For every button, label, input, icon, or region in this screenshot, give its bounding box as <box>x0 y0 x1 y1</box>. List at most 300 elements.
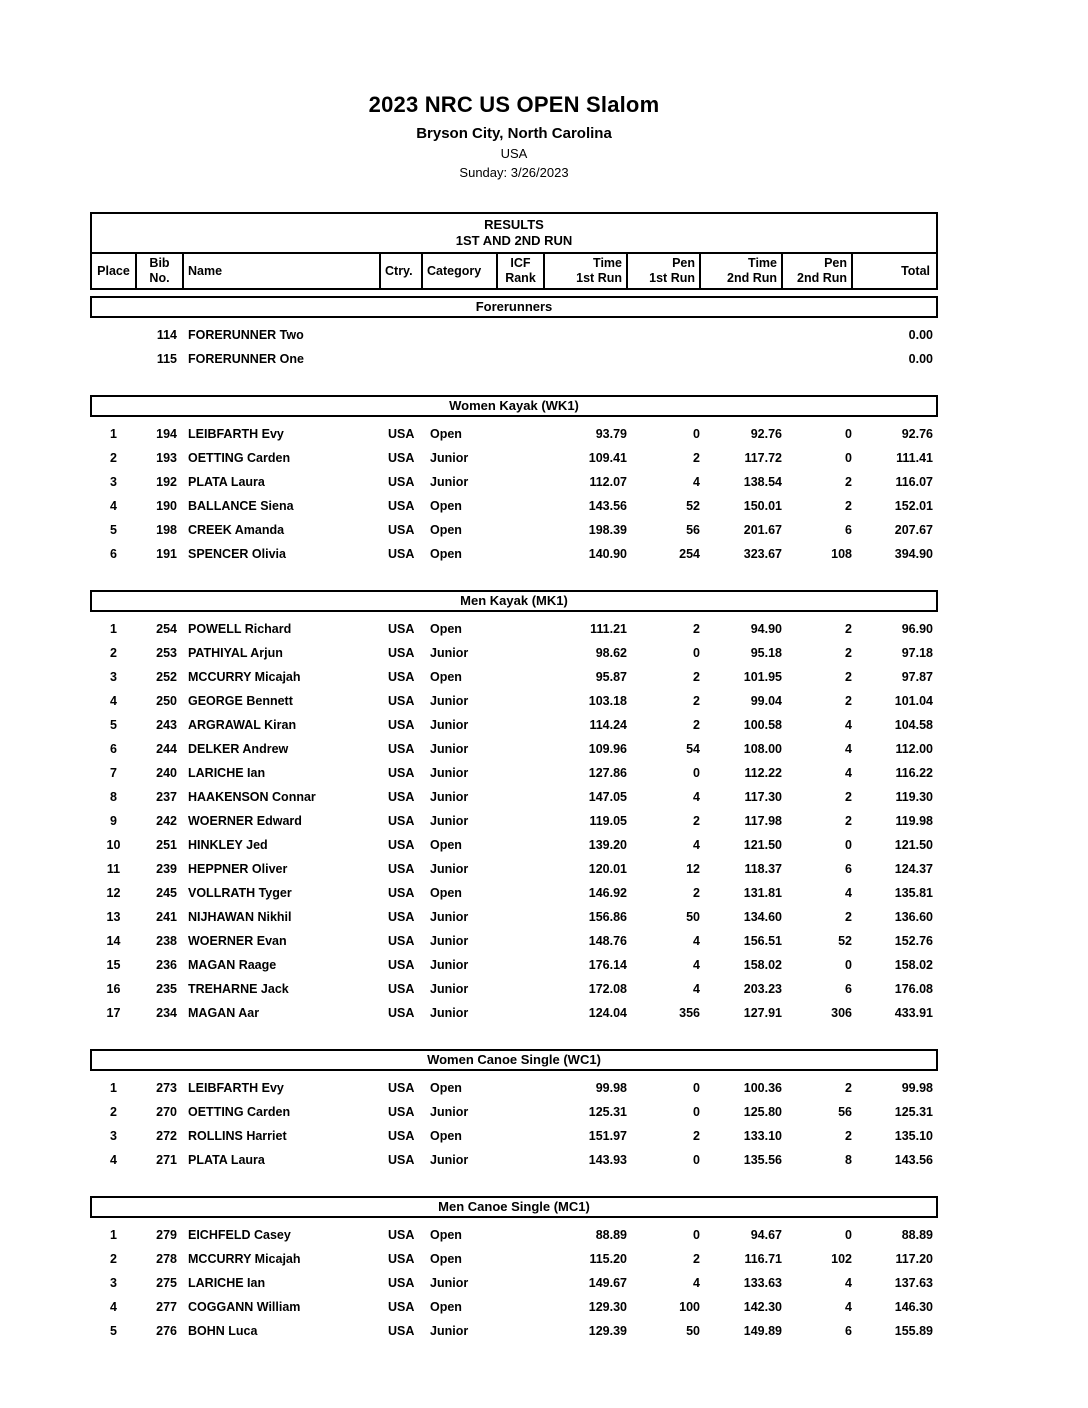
pen-1st-run-cell: 50 <box>686 1324 700 1338</box>
event-country: USA <box>500 146 528 161</box>
place-cell: 17 <box>106 1006 121 1020</box>
result-row <box>90 785 938 809</box>
country-cell: USA <box>388 862 415 876</box>
country-cell: USA <box>388 838 415 852</box>
pen-1st-run-cell: 0 <box>693 1153 700 1167</box>
time-2nd-run-cell: 133.10 <box>743 1129 782 1143</box>
bib-no-cell: 114 <box>156 328 177 342</box>
time-1st-run-cell: 156.86 <box>588 910 627 924</box>
time-2nd-run-cell <box>703 347 785 371</box>
icf-rank-cell <box>500 1271 547 1295</box>
pen-1st-run-cell: 2 <box>693 451 700 465</box>
time-2nd-run-cell: 150.01 <box>743 499 782 513</box>
time-2nd-run-cell: 99.04 <box>750 694 782 708</box>
column-header-time-2nd-run <box>701 254 783 288</box>
section-title-bar: Men Kayak (MK1) <box>90 590 938 612</box>
event-date: Sunday: 3/26/2023 <box>459 165 569 180</box>
icf-rank-cell <box>500 542 547 566</box>
country-cell: USA <box>388 547 415 561</box>
column-header-row <box>90 252 938 290</box>
place-cell <box>90 323 137 347</box>
place-cell: 3 <box>110 670 117 684</box>
total-cell: 116.07 <box>895 475 933 489</box>
pen-2nd-run-cell: 0 <box>845 838 852 852</box>
column-header-label: No. <box>149 271 170 285</box>
column-header-pen-1st-run <box>628 254 701 288</box>
total-cell: 121.50 <box>894 838 933 852</box>
country-cell: USA <box>388 622 415 636</box>
country-cell: USA <box>388 934 415 948</box>
category-cell <box>425 347 500 371</box>
icf-rank-cell <box>500 785 547 809</box>
results-section <box>90 590 938 1025</box>
time-2nd-run-cell: 149.89 <box>743 1324 782 1338</box>
pen-2nd-run-cell: 2 <box>845 499 852 513</box>
place-cell: 3 <box>110 1276 117 1290</box>
bib-no-cell: 192 <box>156 475 177 489</box>
total-cell: 155.89 <box>894 1324 933 1338</box>
time-2nd-run-cell: 135.56 <box>743 1153 782 1167</box>
total-cell: 136.60 <box>894 910 933 924</box>
time-2nd-run-cell: 131.81 <box>743 886 782 900</box>
name-cell: ROLLINS Harriet <box>188 1129 287 1143</box>
name-cell: PATHIYAL Arjun <box>188 646 283 660</box>
bib-no-cell: 241 <box>156 910 177 924</box>
result-row <box>90 953 938 977</box>
total-cell: 152.01 <box>894 499 933 513</box>
name-cell: LARICHE Ian <box>188 766 266 780</box>
country-cell: USA <box>388 1276 415 1290</box>
bib-no-cell: 115 <box>156 352 177 366</box>
place-cell: 1 <box>110 1228 117 1242</box>
category-cell: Junior <box>430 475 469 489</box>
result-row <box>90 1100 938 1124</box>
column-header-category <box>423 254 498 288</box>
place-cell: 11 <box>106 862 121 876</box>
result-row <box>90 1247 938 1271</box>
place-cell: 1 <box>110 1081 117 1095</box>
total-cell: 88.89 <box>901 1228 933 1242</box>
place-cell: 3 <box>110 1129 117 1143</box>
icf-rank-cell <box>500 1001 547 1025</box>
time-1st-run-cell: 99.98 <box>595 1081 627 1095</box>
result-row <box>90 689 938 713</box>
result-row <box>90 518 938 542</box>
column-header-bib-no <box>137 254 184 288</box>
pen-1st-run-cell: 2 <box>693 718 700 732</box>
column-header-place <box>92 254 137 288</box>
category-cell: Junior <box>430 451 469 465</box>
total-cell: 92.76 <box>901 427 933 441</box>
pen-1st-run-cell: 4 <box>693 1276 700 1290</box>
section-rows <box>90 1218 938 1343</box>
time-1st-run-cell: 114.24 <box>589 718 627 732</box>
pen-2nd-run-cell: 4 <box>845 886 852 900</box>
place-cell: 1 <box>110 427 117 441</box>
bib-no-cell: 190 <box>156 499 177 513</box>
time-2nd-run-cell: 158.02 <box>743 958 782 972</box>
column-header-label: 1st Run <box>576 271 622 285</box>
icf-rank-cell <box>500 857 547 881</box>
icf-rank-cell <box>500 1076 547 1100</box>
country-cell: USA <box>388 1153 415 1167</box>
time-2nd-run-cell: 134.60 <box>743 910 782 924</box>
total-cell: 97.18 <box>901 646 933 660</box>
category-cell: Open <box>430 670 462 684</box>
pen-2nd-run-cell: 6 <box>845 1324 852 1338</box>
time-2nd-run-cell: 203.23 <box>743 982 782 996</box>
column-header-label: 1st Run <box>649 271 695 285</box>
result-row <box>90 857 938 881</box>
total-cell: 152.76 <box>894 934 933 948</box>
column-header-label: Pen <box>824 256 847 270</box>
total-cell: 99.98 <box>901 1081 933 1095</box>
bib-no-cell: 250 <box>156 694 177 708</box>
pen-2nd-run-cell: 306 <box>831 1006 852 1020</box>
pen-1st-run-cell: 0 <box>693 766 700 780</box>
place-cell: 6 <box>110 742 117 756</box>
name-cell: OETTING Carden <box>188 451 291 465</box>
place-cell: 13 <box>106 910 121 924</box>
country-cell: USA <box>388 910 415 924</box>
column-header-label: 2nd Run <box>797 271 847 285</box>
category-cell: Open <box>430 1300 462 1314</box>
pen-1st-run-cell: 0 <box>693 646 700 660</box>
result-row <box>90 905 938 929</box>
total-cell: 158.02 <box>894 958 933 972</box>
name-cell: HINKLEY Jed <box>188 838 268 852</box>
result-row <box>90 446 938 470</box>
results-title-box <box>90 212 938 254</box>
result-row <box>90 665 938 689</box>
time-2nd-run-cell: 117.72 <box>744 451 782 465</box>
time-1st-run-cell: 124.04 <box>588 1006 627 1020</box>
name-cell: PLATA Laura <box>188 1153 265 1167</box>
total-cell: 433.91 <box>894 1006 933 1020</box>
pen-1st-run-cell: 2 <box>693 670 700 684</box>
result-row <box>90 617 938 641</box>
bib-no-cell: 271 <box>156 1153 177 1167</box>
column-header-label: Total <box>901 263 930 278</box>
time-1st-run-cell: 125.31 <box>588 1105 627 1119</box>
place-cell: 7 <box>110 766 117 780</box>
name-cell: FORERUNNER Two <box>188 328 304 342</box>
total-cell: 125.31 <box>894 1105 933 1119</box>
category-cell <box>425 323 500 347</box>
time-1st-run-cell: 143.93 <box>588 1153 627 1167</box>
result-row <box>90 1001 938 1025</box>
icf-rank-cell <box>500 1295 547 1319</box>
time-1st-run-cell: 88.89 <box>595 1228 627 1242</box>
total-cell: 101.04 <box>894 694 933 708</box>
country-cell: USA <box>388 451 415 465</box>
event-title: 2023 NRC US OPEN Slalom <box>368 92 660 117</box>
country-cell: USA <box>388 499 415 513</box>
time-2nd-run-cell: 127.91 <box>743 1006 782 1020</box>
results-section <box>90 296 938 371</box>
name-cell: LEIBFARTH Evy <box>188 427 284 441</box>
category-cell: Open <box>430 547 462 561</box>
category-cell: Open <box>430 1129 462 1143</box>
section-rows <box>90 1071 938 1172</box>
pen-2nd-run-cell: 6 <box>845 982 852 996</box>
icf-rank-cell <box>500 470 547 494</box>
time-2nd-run-cell: 100.36 <box>743 1081 782 1095</box>
icf-rank-cell <box>500 713 547 737</box>
country-cell: USA <box>388 475 415 489</box>
place-cell: 4 <box>110 1153 117 1167</box>
column-header-label: Bib <box>149 256 170 270</box>
time-1st-run-cell <box>547 323 630 347</box>
column-header-country <box>381 254 423 288</box>
section-title-bar: Women Kayak (WK1) <box>90 395 938 417</box>
icf-rank-cell <box>500 905 547 929</box>
result-row <box>90 1076 938 1100</box>
pen-2nd-run-cell: 6 <box>845 523 852 537</box>
pen-2nd-run-cell: 4 <box>845 1300 852 1314</box>
pen-2nd-run-cell: 2 <box>845 910 852 924</box>
pen-2nd-run-cell: 0 <box>845 451 852 465</box>
country-cell: USA <box>388 1228 415 1242</box>
pen-1st-run-cell: 2 <box>693 622 700 636</box>
category-cell: Junior <box>430 1276 469 1290</box>
time-1st-run-cell: 139.20 <box>588 838 627 852</box>
country-cell: USA <box>388 814 415 828</box>
country-cell: USA <box>388 646 415 660</box>
name-cell: BALLANCE Siena <box>188 499 294 513</box>
time-1st-run-cell: 129.39 <box>588 1324 627 1338</box>
category-cell: Open <box>430 886 462 900</box>
icf-rank-cell <box>500 881 547 905</box>
pen-2nd-run-cell: 2 <box>845 670 852 684</box>
place-cell: 16 <box>106 982 121 996</box>
bib-no-cell: 236 <box>156 958 177 972</box>
pen-1st-run-cell: 54 <box>686 742 700 756</box>
category-cell: Junior <box>430 766 469 780</box>
bib-no-cell: 277 <box>156 1300 177 1314</box>
name-cell: MCCURRY Micajah <box>188 1252 301 1266</box>
country-cell: USA <box>388 886 415 900</box>
icf-rank-cell <box>500 665 547 689</box>
pen-1st-run-cell: 56 <box>686 523 700 537</box>
column-header-label: Time <box>748 256 777 270</box>
pen-2nd-run-cell: 2 <box>845 1129 852 1143</box>
pen-2nd-run-cell: 2 <box>845 622 852 636</box>
pen-1st-run-cell: 52 <box>686 499 700 513</box>
time-1st-run-cell: 95.87 <box>595 670 627 684</box>
category-cell: Junior <box>430 814 469 828</box>
result-row <box>90 881 938 905</box>
results-sections <box>90 296 938 1343</box>
icf-rank-cell <box>500 833 547 857</box>
bib-no-cell: 244 <box>156 742 177 756</box>
icf-rank-cell <box>500 1223 547 1247</box>
category-cell: Open <box>430 1252 462 1266</box>
pen-2nd-run-cell: 4 <box>845 718 852 732</box>
place-cell: 9 <box>110 814 117 828</box>
bib-no-cell: 276 <box>156 1324 177 1338</box>
place-cell: 4 <box>110 1300 117 1314</box>
column-header-label: Place <box>97 263 130 278</box>
pen-1st-run-cell: 0 <box>693 1105 700 1119</box>
name-cell: LARICHE Ian <box>188 1276 266 1290</box>
results-title-line2: 1ST AND 2ND RUN <box>455 233 573 248</box>
results-title-line1: RESULTS <box>484 217 544 232</box>
bib-no-cell: 272 <box>156 1129 177 1143</box>
pen-2nd-run-cell: 2 <box>845 475 852 489</box>
name-cell: LEIBFARTH Evy <box>188 1081 284 1095</box>
column-header-pen-2nd-run <box>783 254 853 288</box>
country-cell: USA <box>388 1300 415 1314</box>
icf-rank-cell <box>500 347 547 371</box>
result-row <box>90 641 938 665</box>
result-row <box>90 929 938 953</box>
time-2nd-run-cell: 118.37 <box>744 862 782 876</box>
time-1st-run-cell: 148.76 <box>588 934 627 948</box>
column-header-label: Time <box>593 256 622 270</box>
bib-no-cell: 252 <box>156 670 177 684</box>
pen-2nd-run-cell <box>785 347 855 371</box>
bib-no-cell: 237 <box>156 790 177 804</box>
bib-no-cell: 279 <box>156 1228 177 1242</box>
name-cell: TREHARNE Jack <box>188 982 289 996</box>
pen-1st-run-cell: 50 <box>686 910 700 924</box>
result-row <box>90 1223 938 1247</box>
bib-no-cell: 239 <box>156 862 177 876</box>
place-cell <box>90 347 137 371</box>
column-header-label: 2nd Run <box>727 271 777 285</box>
time-2nd-run-cell: 133.63 <box>743 1276 782 1290</box>
column-header-total <box>853 254 934 288</box>
category-cell: Open <box>430 427 462 441</box>
total-cell: 119.98 <box>895 814 933 828</box>
result-row <box>90 833 938 857</box>
time-1st-run-cell: 172.08 <box>588 982 627 996</box>
pen-1st-run-cell: 4 <box>693 934 700 948</box>
total-cell: 394.90 <box>894 547 933 561</box>
time-1st-run-cell: 115.20 <box>589 1252 627 1266</box>
category-cell: Junior <box>430 742 469 756</box>
name-cell: ARGRAWAL Kiran <box>188 718 297 732</box>
icf-rank-cell <box>500 929 547 953</box>
column-header-label: Name <box>188 263 223 278</box>
time-1st-run-cell: 143.56 <box>588 499 627 513</box>
section-rows <box>90 417 938 566</box>
country-cell: USA <box>388 1081 415 1095</box>
country-cell: USA <box>388 718 415 732</box>
time-2nd-run-cell: 100.58 <box>743 718 782 732</box>
name-cell: POWELL Richard <box>188 622 292 636</box>
name-cell: WOERNER Edward <box>188 814 302 828</box>
pen-2nd-run-cell: 2 <box>845 790 852 804</box>
column-header-icf-rank <box>498 254 545 288</box>
name-cell: WOERNER Evan <box>188 934 287 948</box>
time-1st-run-cell: 140.90 <box>588 547 627 561</box>
name-cell: FORERUNNER One <box>188 352 304 366</box>
name-cell: COGGANN William <box>188 1300 301 1314</box>
section-title-bar: Women Canoe Single (WC1) <box>90 1049 938 1071</box>
bib-no-cell: 240 <box>156 766 177 780</box>
place-cell: 2 <box>110 1252 117 1266</box>
pen-2nd-run-cell: 4 <box>845 1276 852 1290</box>
bib-no-cell: 275 <box>156 1276 177 1290</box>
result-row <box>90 809 938 833</box>
name-cell: EICHFELD Casey <box>188 1228 291 1242</box>
place-cell: 10 <box>106 838 121 852</box>
category-cell: Junior <box>430 718 469 732</box>
category-cell: Open <box>430 622 462 636</box>
column-header-label: Pen <box>672 256 695 270</box>
total-cell: 116.22 <box>895 766 933 780</box>
time-1st-run-cell: 119.05 <box>589 814 627 828</box>
category-cell: Open <box>430 1228 462 1242</box>
pen-1st-run-cell: 0 <box>693 1228 700 1242</box>
icf-rank-cell <box>500 737 547 761</box>
result-row <box>90 470 938 494</box>
time-2nd-run-cell: 125.80 <box>743 1105 782 1119</box>
place-cell: 2 <box>110 646 117 660</box>
time-2nd-run-cell: 92.76 <box>750 427 782 441</box>
time-2nd-run-cell: 117.98 <box>744 814 782 828</box>
column-header-label: Ctry. <box>385 263 413 278</box>
country-cell: USA <box>388 694 415 708</box>
total-cell: 137.63 <box>894 1276 933 1290</box>
time-1st-run-cell <box>547 347 630 371</box>
time-1st-run-cell: 151.97 <box>588 1129 627 1143</box>
pen-1st-run-cell <box>630 347 703 371</box>
category-cell: Junior <box>430 982 469 996</box>
pen-1st-run-cell: 4 <box>693 475 700 489</box>
country-cell <box>383 323 425 347</box>
pen-1st-run-cell: 4 <box>693 958 700 972</box>
icf-rank-cell <box>500 422 547 446</box>
pen-1st-run-cell: 12 <box>686 862 700 876</box>
category-cell: Open <box>430 523 462 537</box>
country-cell: USA <box>388 1006 415 1020</box>
bib-no-cell: 193 <box>156 451 177 465</box>
place-cell: 3 <box>110 475 117 489</box>
total-cell: 135.10 <box>894 1129 933 1143</box>
icf-rank-cell <box>500 761 547 785</box>
category-cell: Open <box>430 499 462 513</box>
place-cell: 2 <box>110 1105 117 1119</box>
country-cell <box>383 347 425 371</box>
pen-1st-run-cell <box>630 323 703 347</box>
pen-2nd-run-cell: 2 <box>845 646 852 660</box>
place-cell: 2 <box>110 451 117 465</box>
section-title-bar: Men Canoe Single (MC1) <box>90 1196 938 1218</box>
category-cell: Junior <box>430 958 469 972</box>
section-title-bar: Forerunners <box>90 296 938 318</box>
icf-rank-cell <box>500 494 547 518</box>
place-cell: 5 <box>110 718 117 732</box>
category-cell: Junior <box>430 694 469 708</box>
category-cell: Junior <box>430 790 469 804</box>
time-1st-run-cell: 120.01 <box>588 862 627 876</box>
time-1st-run-cell: 98.62 <box>595 646 627 660</box>
time-1st-run-cell: 93.79 <box>595 427 627 441</box>
category-cell: Junior <box>430 910 469 924</box>
time-1st-run-cell: 198.39 <box>588 523 627 537</box>
bib-no-cell: 273 <box>156 1081 177 1095</box>
country-cell: USA <box>388 982 415 996</box>
pen-1st-run-cell: 254 <box>679 547 700 561</box>
column-header-label: Category <box>427 263 482 278</box>
name-cell: MCCURRY Micajah <box>188 670 301 684</box>
result-row <box>90 977 938 1001</box>
name-cell: MAGAN Raage <box>188 958 277 972</box>
category-cell: Junior <box>430 646 469 660</box>
